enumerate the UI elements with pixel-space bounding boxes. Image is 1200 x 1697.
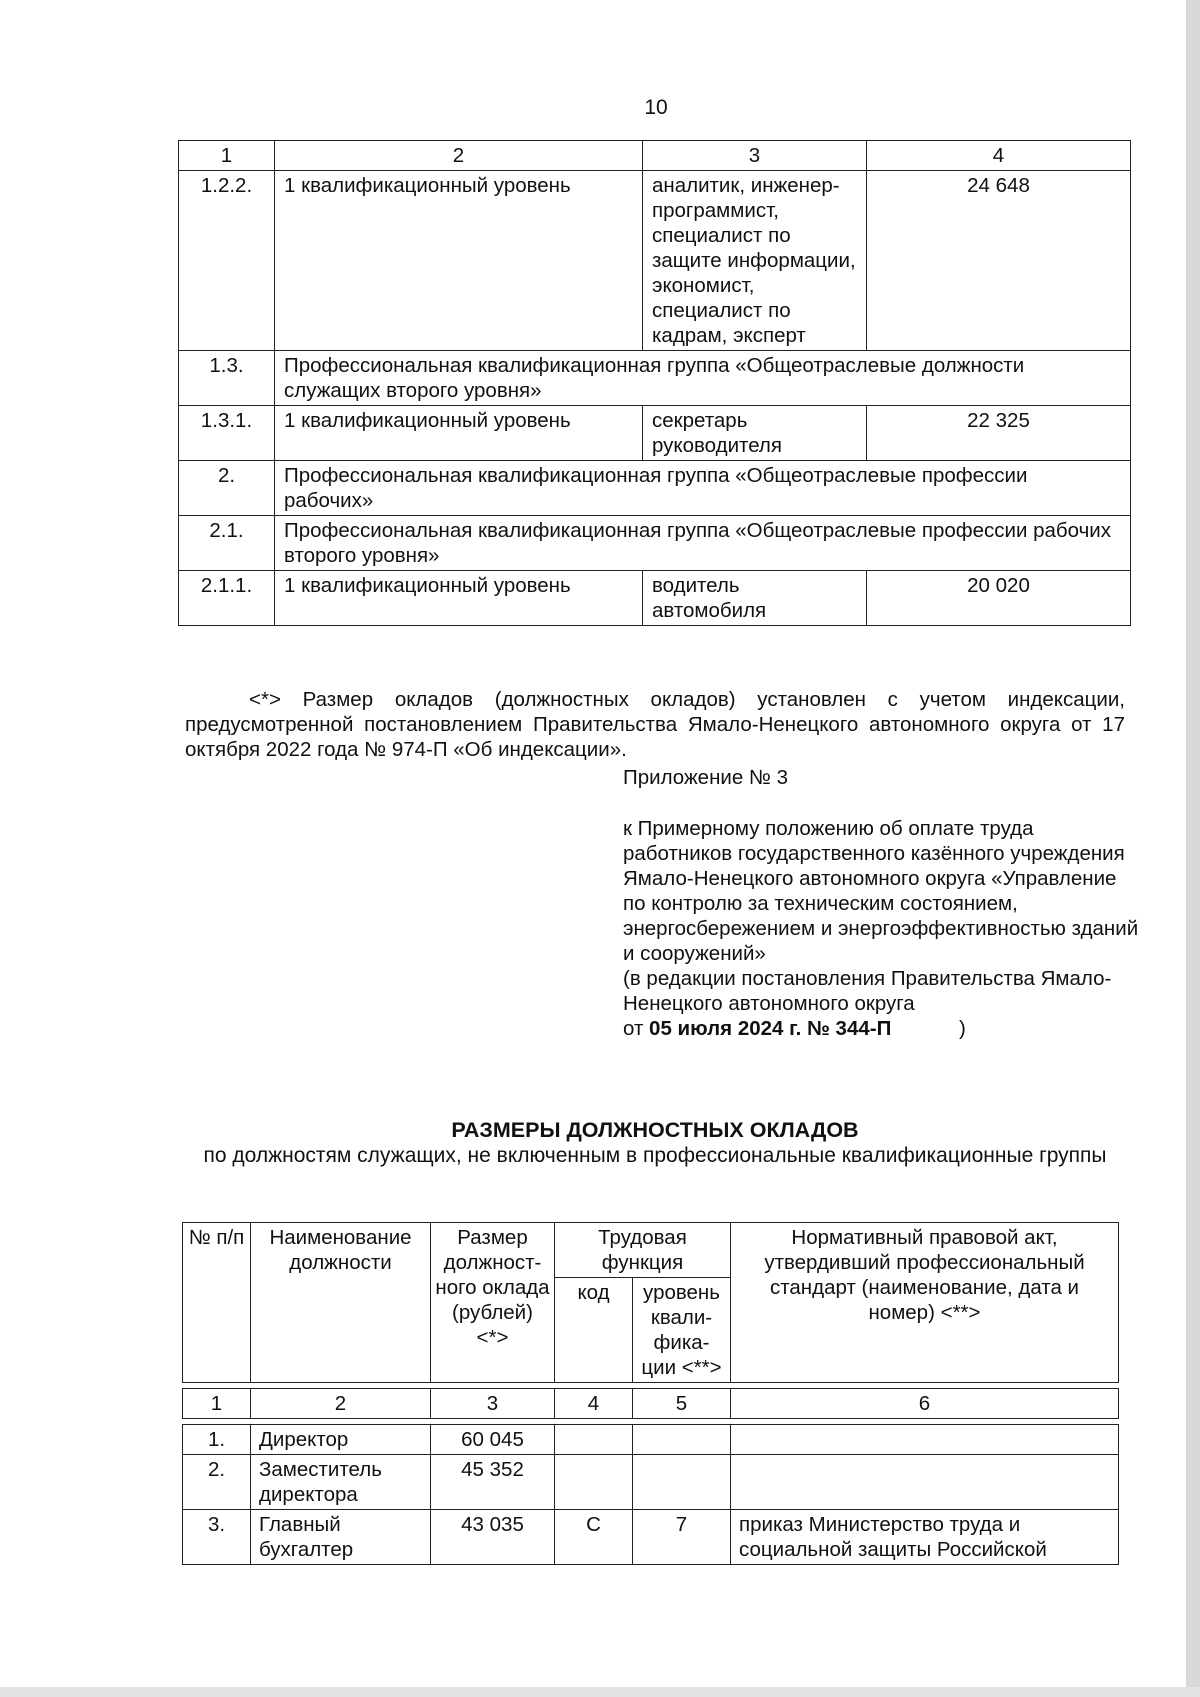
table-row: [183, 1510, 1119, 1565]
legal-act-cell: приказ Министерство труда и социальной защиты Российской: [731, 1510, 1119, 1565]
column-number-cell: 6: [731, 1389, 1119, 1419]
row-number-cell: 1.2.2.: [179, 171, 275, 351]
column-number-cell: 1: [183, 1389, 251, 1419]
group-title-cell: Профессиональная квалификационная группа «Общеотраслевые профессии рабочих второго уровня»: [275, 516, 1131, 571]
level-cell: 7: [633, 1510, 731, 1565]
level-cell: [633, 1425, 731, 1455]
position-name-cell: Директор: [251, 1425, 431, 1455]
footnote: [185, 687, 1125, 762]
table-row: [183, 1425, 1119, 1455]
qualification-level-cell: 1 квалификационный уровень: [275, 171, 643, 351]
column-number-cell: 1: [179, 141, 275, 171]
header-labor-function: Трудовая функция: [555, 1223, 731, 1278]
row-number-cell: 2.: [183, 1455, 251, 1510]
row-number-cell: 1.: [183, 1425, 251, 1455]
section-title: РАЗМЕРЫ ДОЛЖНОСТНЫХ ОКЛАДОВ: [451, 1118, 859, 1142]
row-number-cell: 2.1.1.: [179, 571, 275, 626]
position-name-cell: Заместитель директора: [251, 1455, 431, 1510]
salary-cell: 24 648: [867, 171, 1131, 351]
position-name-cell: Главный бухгалтер: [251, 1510, 431, 1565]
salary-cell: 60 045: [431, 1425, 555, 1455]
positions-salary-table: [182, 1222, 1119, 1565]
header-salary: Размер должност-ного оклада (рублей) <*>: [431, 1223, 555, 1383]
positions-cell: водитель автомобиля: [643, 571, 867, 626]
row-number-cell: 2.: [179, 461, 275, 516]
table-row: [183, 1455, 1119, 1510]
page-edge-shadow: [1186, 0, 1200, 1697]
group-title-cell: Профессиональная квалификационная группа «Общеотраслевые профессии рабочих»: [275, 461, 1131, 516]
table-header-row: [179, 141, 1131, 171]
header-num: № п/п: [183, 1223, 251, 1383]
header-name: Наименование должности: [251, 1223, 431, 1383]
page-number: 10: [644, 96, 668, 119]
column-number-cell: 2: [251, 1389, 431, 1419]
column-number-cell: 2: [275, 141, 643, 171]
appendix-date-line: [623, 1016, 1143, 1041]
code-cell: [555, 1455, 633, 1510]
salary-cell: 22 325: [867, 406, 1131, 461]
table-row: [179, 171, 1131, 351]
column-number-cell: 3: [643, 141, 867, 171]
column-number-cell: 3: [431, 1389, 555, 1419]
salary-cell: 20 020: [867, 571, 1131, 626]
positions-cell: аналитик, инженер-программист, специалист по защите информации, экономист, специалист по кадрам, эксперт: [643, 171, 867, 351]
header-code: код: [555, 1278, 633, 1383]
group-title-cell: Профессиональная квалификационная группа «Общеотраслевые должности служащих второго уровня»: [275, 351, 1131, 406]
table-row: [179, 571, 1131, 626]
column-number-cell: 5: [633, 1389, 731, 1419]
header-level: уровень квали-фика-ции <**>: [633, 1278, 731, 1383]
table-row: [179, 461, 1131, 516]
section-subtitle: по должностям служащих, не включенным в профессиональные квалификационные группы: [203, 1144, 1107, 1167]
appendix-block: [623, 816, 1143, 1041]
code-cell: С: [555, 1510, 633, 1565]
table-header-row: [183, 1223, 1119, 1278]
column-number-cell: 4: [867, 141, 1131, 171]
appendix-reference: к Примерному положению об оплате труда работников государственного казённого учреждения Ямало-Ненецкого автономного округа «Управление по контролю за техническим состоянием, энергосбережением и энергоэффективностью зданий и сооружений»: [623, 817, 1139, 965]
salary-table-continued: [178, 140, 1131, 626]
qualification-level-cell: 1 квалификационный уровень: [275, 571, 643, 626]
footnote-text: <*> Размер окладов (должностных окладов) установлен с учетом индексации, предусмотренной постановлением Правительства Ямало-Ненецкого автономного округа от 17 октября 2022 года № 974-П «Об индексации».: [185, 688, 1125, 761]
row-number-cell: 1.3.: [179, 351, 275, 406]
table-row: [179, 516, 1131, 571]
column-number-row: [183, 1389, 1119, 1419]
salary-cell: 43 035: [431, 1510, 555, 1565]
page-bottom-edge: [0, 1687, 1200, 1697]
legal-act-cell: [731, 1455, 1119, 1510]
level-cell: [633, 1455, 731, 1510]
appendix-edition: (в редакции постановления Правительства Ямало-Ненецкого автономного округа: [623, 967, 1112, 1015]
appendix-title: Приложение № 3: [623, 766, 789, 789]
positions-cell: секретарь руководителя: [643, 406, 867, 461]
closing-parenthesis: ): [959, 1017, 966, 1040]
table-row: [179, 406, 1131, 461]
salary-cell: 45 352: [431, 1455, 555, 1510]
code-cell: [555, 1425, 633, 1455]
header-legal-act: Нормативный правовой акт, утвердивший профессиональный стандарт (наименование, дата и номер) <**>: [731, 1223, 1119, 1383]
table-row: [179, 351, 1131, 406]
legal-act-cell: [731, 1425, 1119, 1455]
row-number-cell: 2.1.: [179, 516, 275, 571]
row-number-cell: 3.: [183, 1510, 251, 1565]
row-number-cell: 1.3.1.: [179, 406, 275, 461]
column-number-cell: 4: [555, 1389, 633, 1419]
qualification-level-cell: 1 квалификационный уровень: [275, 406, 643, 461]
date-prefix: от: [623, 1017, 644, 1040]
resolution-date: 05 июля 2024 г. № 344-П: [649, 1017, 892, 1040]
